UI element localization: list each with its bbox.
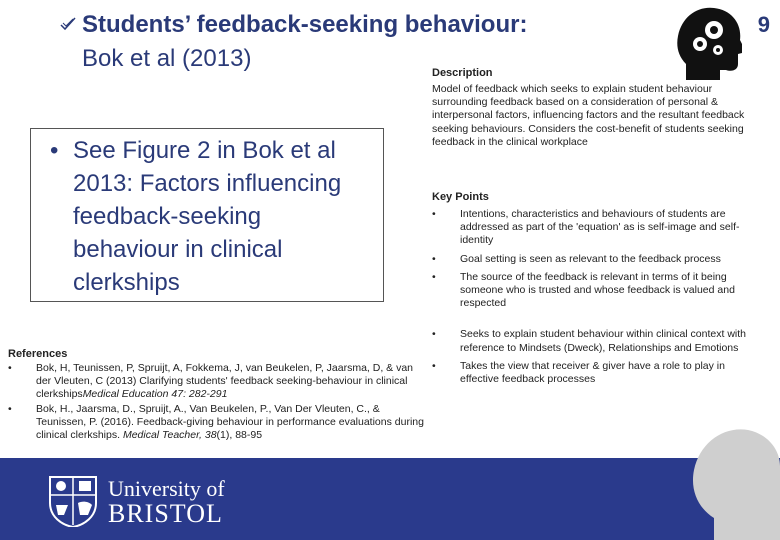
- title-line-2: Bok et al (2013): [82, 45, 252, 72]
- reference-item: • Bok, H., Jaarsma, D., Spruijt, A., Van Beukelen, P., Van Der Vleuten, C., & Teunissen, P. (2016). Feedback-giving behaviour in performance evaluations during clinical clerkships. Medical Teacher, 38(1), 88-95: [8, 403, 424, 441]
- university-logo: [48, 475, 225, 527]
- slide-title: [82, 8, 622, 76]
- description-text: Model of feedback which seeks to explain student behaviour surrounding feedback based on a consideration of personal & interpersonal factors, influencing factors and the resultant feedback seeking behaviours. Considers the cost-benefit of students seeking feedback in the clinical workplace: [432, 83, 745, 148]
- key-points-list: [432, 208, 752, 386]
- references-heading: References: [8, 348, 68, 360]
- bristol-crest-icon: [48, 475, 98, 527]
- reference-item: • Bok, H, Teunissen, P, Spruijt, A, Fokkema, J, van Beukelen, P, Jaarsma, D, & van der Vleuten, C (2013) Clarifying students' feedback seeking-behaviour in clinical clerkshipsMedical Education 47: 282-291: [8, 362, 414, 400]
- list-item: • Takes the view that receiver & giver have a role to play in effective feedback processes: [432, 359, 725, 386]
- list-item: • Goal setting is seen as relevant to the feedback process: [432, 252, 721, 265]
- profile-silhouette-icon: [684, 426, 780, 540]
- slide-number: 9: [757, 12, 770, 37]
- logo-line-1: University of: [108, 476, 225, 501]
- list-item: • Intentions, characteristics and behaviours of students are addressed as part of the 'equation' as is self-image and self-identity: [432, 208, 740, 247]
- logo-line-2: BRISTOL: [108, 499, 223, 528]
- figure-reference-text: See Figure 2 in Bok et al 2013: Factors influencing feedback-seeking behaviour in clinical clerkships: [73, 137, 342, 296]
- figure-bullet: •: [50, 137, 59, 164]
- title-line-1: Students’ feedback-seeking behaviour:: [82, 11, 528, 38]
- checkmark-bullet-icon: [60, 16, 76, 32]
- key-points-heading: Key Points: [432, 191, 489, 203]
- list-item: • Seeks to explain student behaviour within clinical context with reference to Mindsets (Dweck), Relationships and Emotions: [432, 328, 746, 354]
- head-gears-icon: [676, 6, 742, 80]
- description-heading: Description: [432, 67, 493, 79]
- references-list: [8, 362, 428, 444]
- list-item: • The source of the feedback is relevant in terms of it being someone who is trusted and whose feedback is valued and respected: [432, 270, 735, 310]
